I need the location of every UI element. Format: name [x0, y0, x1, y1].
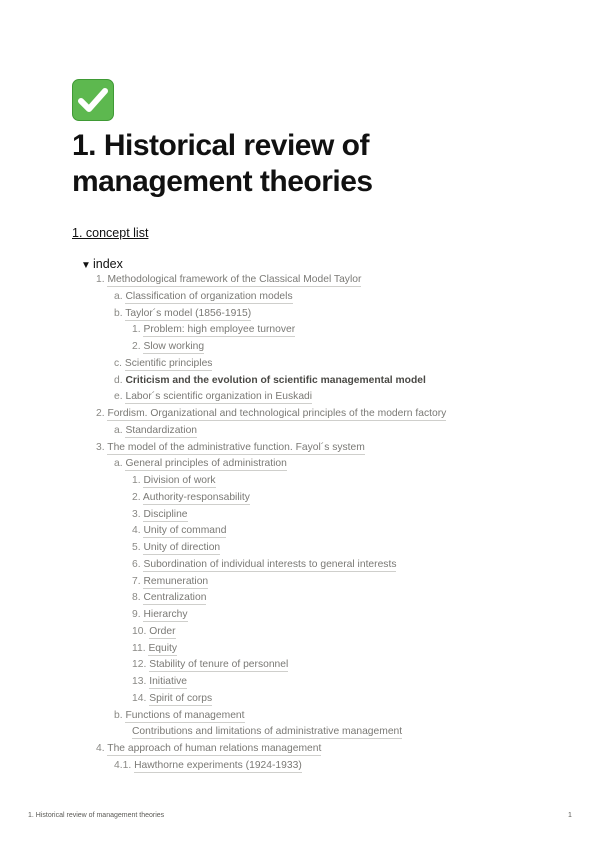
toc-item[interactable]: [132, 642, 177, 656]
toc-item[interactable]: [132, 491, 250, 505]
toc-item-number: 5.: [132, 542, 141, 553]
toc-item[interactable]: [132, 675, 187, 689]
toc-item-number: a.: [114, 458, 123, 469]
toc-item-number: d.: [114, 375, 123, 386]
toc-item-number: 13.: [132, 676, 147, 687]
toc-item-number: 10.: [132, 626, 147, 637]
toc-item[interactable]: [132, 625, 176, 639]
toc-item[interactable]: [114, 457, 287, 471]
toc-item-number: 6.: [132, 559, 141, 570]
toc-item[interactable]: [114, 307, 251, 321]
toc-item[interactable]: [132, 591, 206, 605]
toc-item-number: 1.: [132, 324, 141, 335]
toc-item[interactable]: [96, 441, 365, 455]
toc-item-number: 3.: [132, 509, 141, 520]
toc-item-number: 14.: [132, 693, 147, 704]
check-box-icon: [72, 79, 114, 121]
index-toggle-label: index: [93, 257, 123, 271]
toc-item-label: General principles of administration: [125, 458, 287, 469]
toc-item-label: Unity of direction: [143, 542, 221, 553]
toc-item-label: Criticism and the evolution of scientific managemental model: [125, 375, 426, 386]
toc-item-label: Scientific principles: [124, 358, 213, 369]
toc-item-label: Discipline: [143, 509, 188, 520]
toc-item-number: 2.: [132, 492, 141, 503]
toc-item[interactable]: [114, 290, 293, 304]
toc-item-number: 11.: [132, 643, 146, 654]
toc-item-number: 4.: [96, 743, 105, 754]
toc-item[interactable]: [132, 541, 220, 555]
toc-item[interactable]: [132, 323, 295, 337]
toc-item-label: Functions of management: [125, 710, 245, 721]
toc-item[interactable]: [132, 524, 226, 538]
toc-item[interactable]: [132, 508, 188, 522]
toc-item-label: Contributions and limitations of administrative management: [132, 726, 403, 737]
toc-item-label: Unity of command: [143, 525, 227, 536]
toc-item[interactable]: [132, 474, 216, 488]
toc-item-number: b.: [114, 308, 123, 319]
toc-item[interactable]: [114, 424, 197, 438]
toc-item-label: Standardization: [125, 425, 198, 436]
toc-item-number: b.: [114, 710, 123, 721]
page-title: 1. Historical review of management theories: [72, 129, 373, 198]
toc-item-label: Hierarchy: [143, 609, 188, 620]
toc-item-label: Problem: high employee turnover: [143, 324, 296, 335]
toc-item-number: 8.: [132, 592, 141, 603]
toc-item[interactable]: [132, 725, 402, 739]
toc-item-number: 3.: [96, 442, 105, 453]
toc-item-label: The model of the administrative function. Fayol´s system: [107, 442, 365, 453]
toc-item-number: 2.: [96, 408, 105, 419]
toc-item[interactable]: [114, 709, 245, 723]
toc-item-label: Labor´s scientific organization in Euskadi: [125, 391, 313, 402]
toc-item-label: The approach of human relations management: [107, 743, 322, 754]
toc-item-number: e.: [114, 391, 123, 402]
toc-item[interactable]: [96, 407, 446, 421]
toc-item-number: c.: [114, 358, 123, 369]
toc-item[interactable]: [114, 374, 426, 388]
toc-item-number: 7.: [132, 576, 141, 587]
toc-item-number: 9.: [132, 609, 141, 620]
toc-item-number: 1.: [96, 274, 105, 285]
toc-item-label: Subordination of individual interests to general interests: [143, 559, 397, 570]
toc-item[interactable]: [132, 658, 288, 672]
toc-item-number: 4.1.: [114, 760, 132, 771]
toc-item-label: Taylor´s model (1856-1915): [125, 308, 252, 319]
index-toggle[interactable]: [81, 257, 123, 271]
toc-item-label: Slow working: [143, 341, 205, 352]
toc-item-label: Methodological framework of the Classical Model Taylor: [107, 274, 362, 285]
toc-item[interactable]: [114, 357, 212, 371]
toc-item-label: Classification of organization models: [125, 291, 293, 302]
toc-item-number: 2.: [132, 341, 141, 352]
toc-item-label: Spirit of corps: [149, 693, 213, 704]
toc-item-label: Stability of tenure of personnel: [149, 659, 289, 670]
toc-item-label: Equity: [148, 643, 178, 654]
toc-item[interactable]: [132, 608, 188, 622]
toc-item-label: Centralization: [143, 592, 207, 603]
footer-title: 1. Historical review of management theories: [28, 812, 165, 819]
toc-item[interactable]: [132, 575, 208, 589]
toc-item[interactable]: [132, 340, 204, 354]
toc-item[interactable]: [96, 742, 321, 756]
toc-item-number: 1.: [132, 475, 141, 486]
toc-item-number: 12.: [132, 659, 147, 670]
toc-item-label: Authority-responsability: [142, 492, 250, 503]
toc-item-number: a.: [114, 291, 123, 302]
toc-item-label: Order: [149, 626, 176, 637]
toc-item[interactable]: [114, 759, 302, 773]
toc-item-number: a.: [114, 425, 123, 436]
triangle-down-icon: ▼: [81, 260, 91, 271]
concept-list-link[interactable]: 1. concept list: [72, 226, 149, 240]
toc-item[interactable]: [132, 558, 396, 572]
toc-item[interactable]: [114, 390, 312, 404]
toc-item-number: 4.: [132, 525, 141, 536]
toc-item-label: Fordism. Organizational and technological principles of the modern factory: [107, 408, 447, 419]
toc-item-label: Division of work: [143, 475, 216, 486]
page-number: 1: [568, 812, 572, 819]
toc-item[interactable]: [132, 692, 212, 706]
toc-item[interactable]: [96, 273, 361, 287]
toc-item-label: Remuneration: [143, 576, 209, 587]
toc-item-label: Hawthorne experiments (1924-1933): [134, 760, 302, 771]
toc-item-label: Initiative: [149, 676, 187, 687]
